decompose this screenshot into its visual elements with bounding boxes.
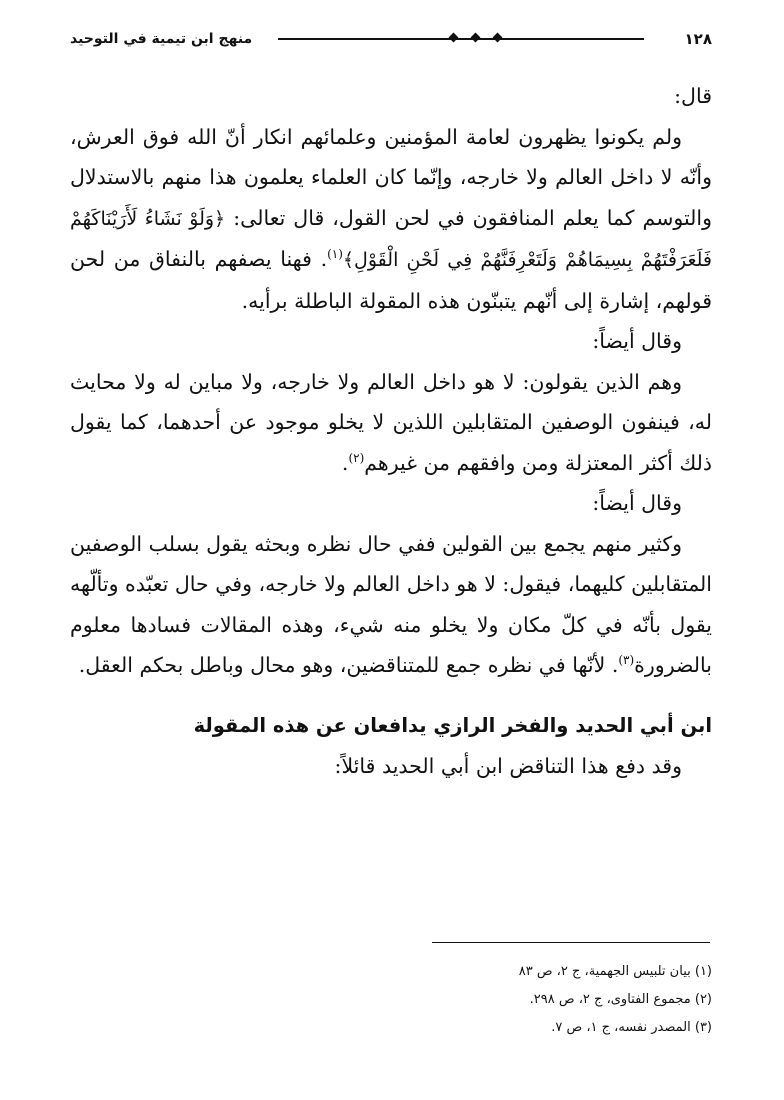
- page-number: ١٢٨: [684, 30, 712, 48]
- quote-intro: وقال أيضاً:: [592, 491, 682, 515]
- book-title: منهج ابن تيمية في التوحيد: [70, 31, 253, 47]
- section-heading: ابن أبي الحديد والفخر الرازي يدافعان عن هذه المقولة: [193, 713, 712, 737]
- paragraph-text: وقد دفع هذا التناقض ابن أبي الحديد قائلاً:: [334, 754, 682, 778]
- quran-verse: ﴿وَلَوْ نَشَاءُ لَأَرَيْنَاكَهُمْ فَلَعَرَفْتَهُمْ بِسِيمَاهُمْ وَلَتَعْرِفَنَّهُمْ فِي لَحْنِ الْقَوْلِ﴾: [70, 207, 712, 271]
- paragraph: [70, 117, 712, 322]
- page-body: [70, 76, 712, 787]
- footnote: (٣) المصدر نفسه، ج ١، ص ٧.: [551, 1020, 712, 1035]
- footnote-separator: [432, 942, 710, 943]
- paragraph: [70, 76, 712, 117]
- paragraph: [70, 483, 712, 524]
- paragraph-text: . لأنّها في نظره جمع للمتناقضين، وهو محال وباطل بحكم العقل.: [78, 653, 619, 677]
- footnote: (١) بيان تلبيس الجهمية، ج ٢، ص ٨٣: [518, 964, 712, 979]
- footnotes: [70, 958, 712, 1042]
- running-header: [70, 28, 712, 52]
- header-ornament-dot: [493, 33, 503, 43]
- header-ornament-dot: [471, 33, 481, 43]
- header-rule: [278, 38, 644, 40]
- header-ornament-dot: [449, 33, 459, 43]
- paragraph: [70, 321, 712, 362]
- paragraph-text: وهم الذين يقولون: لا هو داخل العالم ولا خارجه، ولا مباين له ولا محايث له، فينفون الوصفين المتقابلين اللذين لا يخلو موجود عن أحدهما، كما يقول ذلك أكثر المعتزلة ومن وافقهم من غيرهم: [70, 369, 712, 475]
- footnote-ref: (٣): [618, 653, 635, 668]
- footnote: (٢) مجموع الفتاوى، ج ٢، ص ٢٩٨.: [529, 992, 712, 1007]
- quote-intro: قال:: [674, 84, 712, 108]
- paragraph-text: .: [341, 450, 349, 475]
- paragraph: [70, 746, 712, 787]
- footnote-ref: (٢): [348, 450, 365, 465]
- paragraph: [70, 524, 712, 686]
- paragraph-text: ولم يكونوا يظهرون لعامة المؤمنين وعلمائهم انكار أنّ الله فوق العرش، وأنّه لا داخل العالم ولا خارجه، وإنّما كان العلماء يعلمون هذا منهم بالاستدلال والتوسم كما يعلم المنافقون في لحن القول، قال تعالى:: [70, 124, 712, 230]
- paragraph-text: . فهنا يصفهم بالنفاق من لحن قولهم، إشارة إلى أنّهم يتبنّون هذه المقولة الباطلة برأيه.: [70, 247, 712, 313]
- paragraph: [70, 362, 712, 484]
- paragraph-text: وكثير منهم يجمع بين القولين ففي حال نظره وبحثه يقول بسلب الوصفين المتقابلين كليهما، فيقول: لا هو داخل العالم ولا خارجه، وفي حال تعبّده وتألّهه يقول بأنّه في كلّ مكان ولا يخلو منه شيء، وهذه المقالات فسادها معلوم بالضرورة: [70, 531, 712, 677]
- quote-intro: وقال أيضاً:: [592, 329, 682, 353]
- footnote-ref: (١): [327, 247, 343, 262]
